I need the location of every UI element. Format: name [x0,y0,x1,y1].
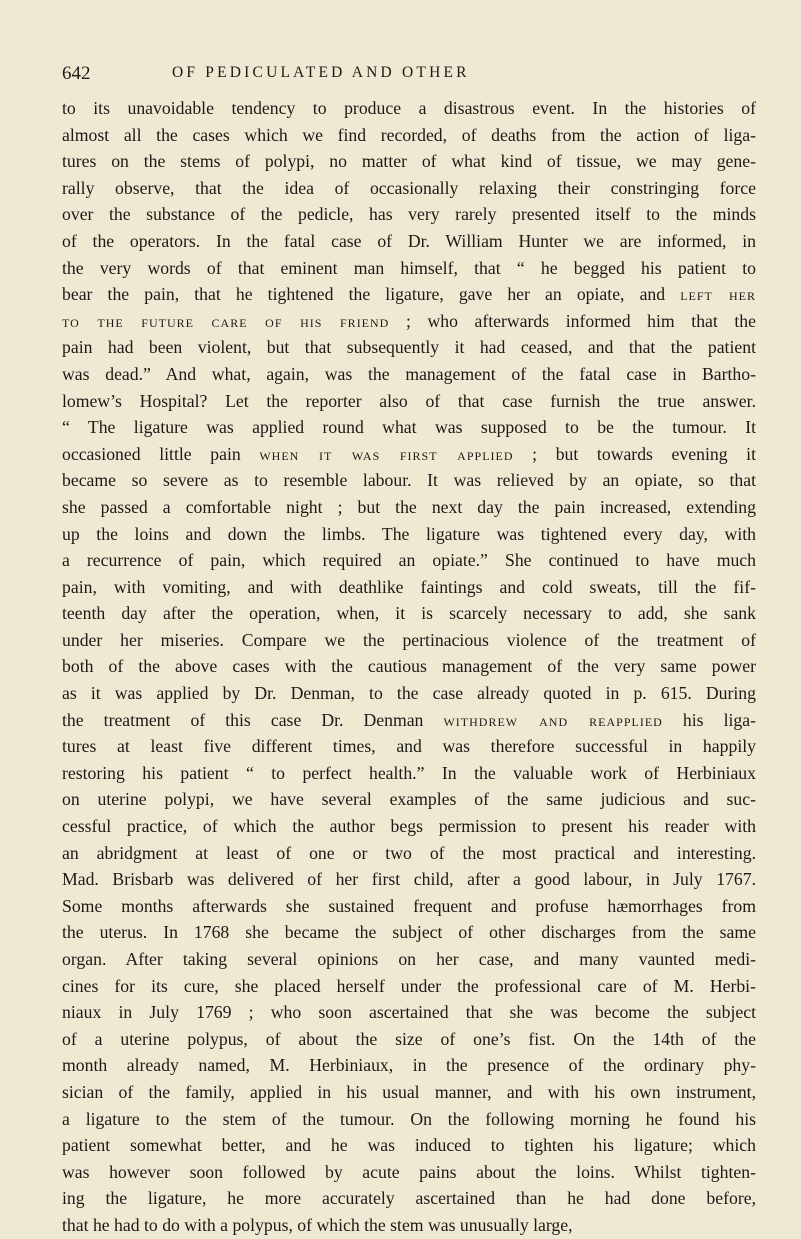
text-line: niaux in July 1769 ; who soon ascertained that she was become the subject [62,1002,756,1023]
page-number: 642 [62,63,91,84]
text-line: ing the ligature, he more accurately ascertained than he had done before, [62,1188,756,1209]
text-run: occasioned little pain [62,443,260,464]
text-line: was dead.” And what, again, was the management of the fatal case in Bartho- [62,363,756,384]
text-line: restoring his patient “ to perfect health.” In the valuable work of Herbiniaux [62,762,756,783]
small-caps-run: when it was first applied [259,443,514,464]
text-line [62,281,756,308]
text-line: a recurrence of pain, which required an opiate.” She continued to have much [62,550,756,571]
text-line: tures on the stems of polypi, no matter of what kind of tissue, we may gene- [62,151,756,172]
text-line: cines for its cure, she placed herself under the professional care of M. Herbi- [62,975,756,996]
text-line: pain, with vomiting, and with deathlike faintings and cold sweats, till the fif- [62,576,756,597]
text-line: rally observe, that the idea of occasionally relaxing their constringing force [62,177,756,198]
body-text [62,95,756,1239]
running-title: OF PEDICULATED AND OTHER [172,64,470,81]
text-run: the treatment of this case Dr. Denman [62,709,444,730]
text-line: sician of the family, applied in his usual manner, and with his own instrument, [62,1081,756,1102]
text-line: cessful practice, of which the author begs permission to present his reader with [62,816,756,837]
text-line: that he had to do with a polypus, of which the stem was unusually large, [62,1214,573,1235]
text-line: up the loins and down the limbs. The ligature was tightened every day, with [62,523,756,544]
text-line: teenth day after the operation, when, it is scarcely necessary to add, she sank [62,603,756,624]
text-line: over the substance of the pedicle, has very rarely presented itself to the minds [62,204,756,225]
small-caps-run: withdrew and reapplied [443,709,663,730]
text-line: an abridgment at least of one or two of the most practical and interesting. [62,842,756,863]
text-line [62,441,756,468]
text-line: was however soon followed by acute pains about the loins. Whilst tighten- [62,1161,756,1182]
text-line [62,308,756,335]
small-caps-run: to the future care of his friend [62,310,390,331]
text-line: organ. After taking several opinions on her case, and many vaunted medi- [62,949,756,969]
text-line: patient somewhat better, and he was induced to tighten his ligature; which [62,1135,756,1156]
text-line: became so severe as to resemble labour. It was relieved by an opiate, so that [62,470,756,491]
text-line: to its unavoidable tendency to produce a disastrous event. In the histories of [62,98,756,118]
small-caps-run: left her [680,284,756,305]
text-line: on uterine polypi, we have several examples of the same judicious and suc- [62,789,756,810]
text-line: lomew’s Hospital? Let the reporter also of that case furnish the true answer. [62,390,756,411]
text-line: as it was applied by Dr. Denman, to the case already quoted in p. 615. During [62,683,756,704]
text-line: under her miseries. Compare we the pertinacious violence of the treatment of [62,629,756,650]
page-header [62,63,757,89]
text-line: Mad. Brisbarb was delivered of her first child, after a good labour, in July 1767. [62,869,756,890]
text-line: a ligature to the stem of the tumour. On the following morning he found his [62,1108,756,1129]
text-line: of a uterine polypus, of about the size of one’s fist. On the 14th of the [62,1028,756,1049]
text-run: ; who afterwards informed him that the [389,310,756,331]
text-line: pain had been violent, but that subsequently it had ceased, and that the patient [62,337,756,358]
text-run: bear the pain, that he tightened the ligature, gave her an opiate, and [62,284,681,305]
text-run: his liga- [662,709,756,730]
text-line: almost all the cases which we find recorded, of deaths from the action of liga- [62,124,756,145]
text-line: tures at least five different times, and was therefore successful in happily [62,736,756,757]
text-line: of the operators. In the fatal case of Dr. William Hunter we are informed, in [62,230,756,251]
text-line: she passed a comfortable night ; but the next day the pain increased, extending [62,496,756,517]
text-line [62,707,756,734]
text-line: the uterus. In 1768 she became the subject of other discharges from the same [62,922,756,943]
text-run: ; but towards evening it [513,443,757,464]
text-line: both of the above cases with the cautious management of the very same power [62,656,756,677]
text-line: month already named, M. Herbiniaux, in the presence of the ordinary phy- [62,1055,756,1076]
text-line: Some months afterwards she sustained frequent and profuse hæmorrhages from [62,895,756,916]
text-line: the very words of that eminent man himself, that “ he begged his patient to [62,257,756,278]
text-line: “ The ligature was applied round what was supposed to be the tumour. It [62,417,756,438]
